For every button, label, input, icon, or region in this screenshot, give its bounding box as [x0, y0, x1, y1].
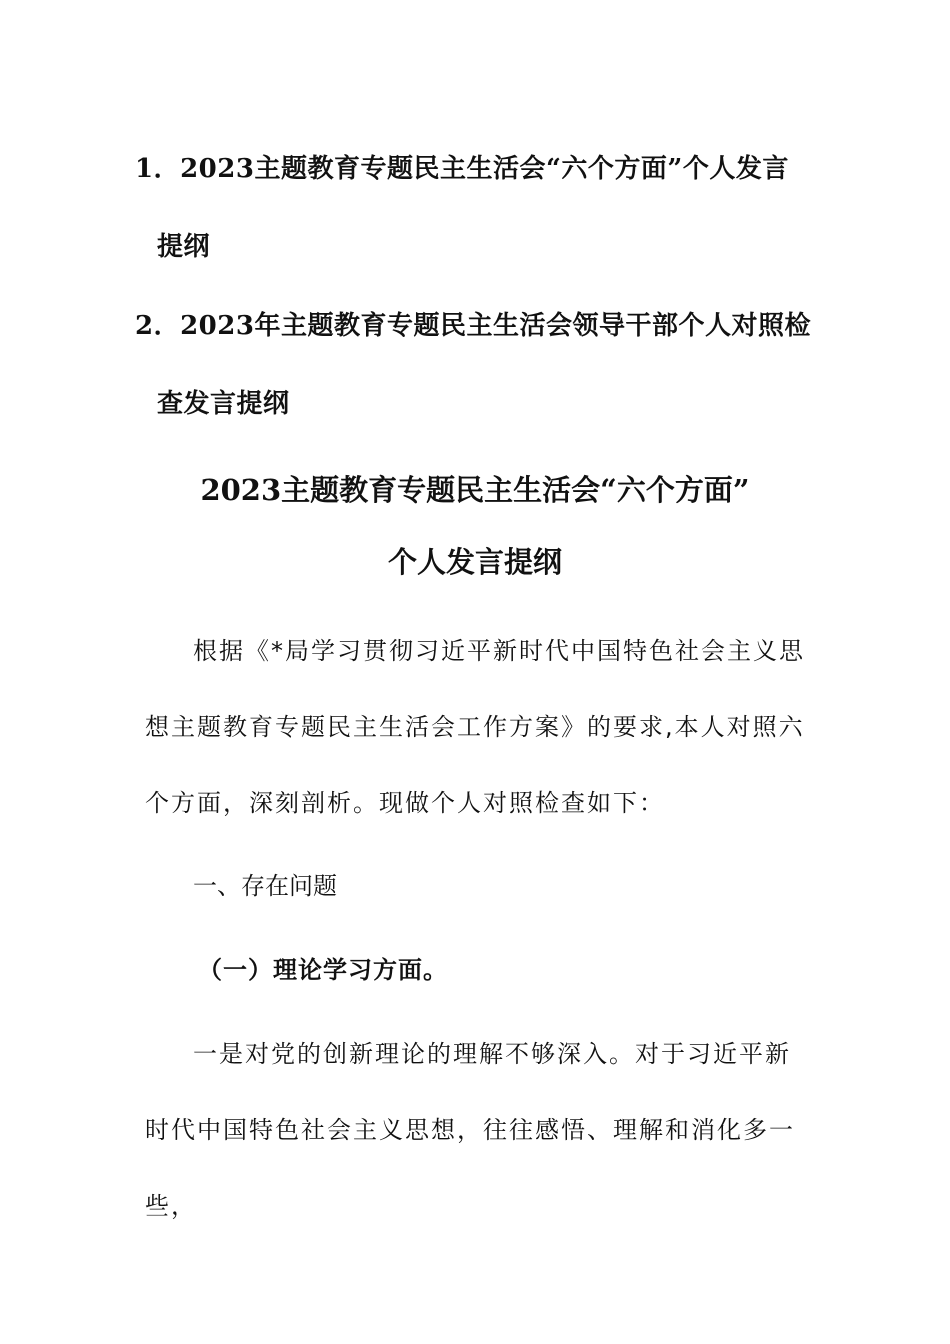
toc-item-1: [135, 130, 815, 286]
document-title-line-1: 2023主题教育专题民主生活会“六个方面”: [200, 473, 750, 507]
section-heading: 一、存在问题: [193, 872, 337, 900]
toc-item-title-line2: 提纲: [157, 232, 211, 262]
toc-item-title-line2: 查发言提纲: [157, 389, 290, 419]
subsection-heading: （一）理论学习方面。: [198, 955, 448, 984]
intro-paragraph: 根据《*局学习贯彻习近平新时代中国特色社会主义思想主题教育专题民主生活会工作方案》的要求,本人对照六个方面，深刻剖析。现做个人对照检查如下：: [145, 637, 805, 817]
document-title-line-2: 个人发言提纲: [387, 545, 562, 579]
toc-item-number: 2．: [135, 311, 181, 341]
toc-item-number: 1．: [135, 154, 181, 184]
toc-item-title-line1: 2023主题教育专题民主生活会“六个方面”个人发言: [180, 154, 789, 184]
toc-item-title-line1: 2023年主题教育专题民主生活会领导干部个人对照检: [180, 311, 811, 341]
toc-item-2: [135, 287, 815, 443]
body-paragraph: 一是对党的创新理论的理解不够深入。对于习近平新时代中国特色社会主义思想，往往感悟、理解和消化多一些，: [145, 1040, 795, 1220]
